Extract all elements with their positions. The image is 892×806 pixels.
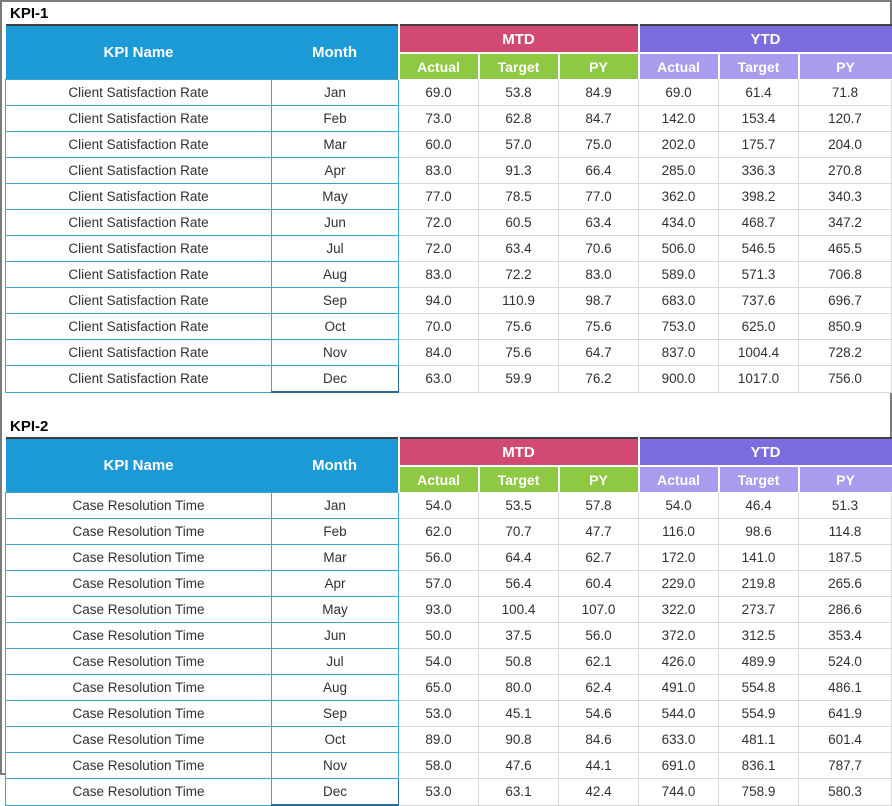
kpi-name-cell[interactable]: Case Resolution Time (6, 623, 272, 649)
ytd-target-cell[interactable]: 481.1 (719, 727, 799, 753)
ytd-target-cell[interactable]: 46.4 (719, 493, 799, 519)
ytd-py-cell[interactable]: 787.7 (799, 753, 892, 779)
mtd-target-cell[interactable]: 50.8 (479, 649, 559, 675)
ytd-py-header[interactable]: PY (799, 466, 892, 493)
table-row (6, 236, 892, 262)
sheet-area (2, 4, 890, 806)
month-cell[interactable]: Apr (272, 158, 399, 184)
mtd-target-cell[interactable]: 90.8 (479, 727, 559, 753)
ytd-py-cell[interactable]: 51.3 (799, 493, 892, 519)
ytd-target-cell[interactable]: 141.0 (719, 545, 799, 571)
mtd-actual-cell[interactable]: 60.0 (399, 132, 479, 158)
ytd-target-cell[interactable]: 336.3 (719, 158, 799, 184)
ytd-py-cell[interactable]: 696.7 (799, 288, 892, 314)
ytd-py-cell[interactable]: 347.2 (799, 210, 892, 236)
mtd-py-header[interactable]: PY (559, 466, 639, 493)
table-row (6, 184, 892, 210)
month-header[interactable]: Month (272, 438, 399, 493)
ytd-py-cell[interactable]: 340.3 (799, 184, 892, 210)
ytd-actual-cell[interactable]: 116.0 (639, 519, 719, 545)
month-cell[interactable]: Jan (272, 80, 399, 106)
ytd-py-cell[interactable]: 187.5 (799, 545, 892, 571)
table-row (6, 493, 892, 519)
month-cell[interactable]: Jun (272, 623, 399, 649)
ytd-actual-cell[interactable]: 54.0 (639, 493, 719, 519)
kpi-2-table (5, 437, 892, 806)
kpi-1-section (5, 4, 890, 393)
mtd-target-cell[interactable]: 63.4 (479, 236, 559, 262)
ytd-group-header[interactable]: YTD (639, 438, 892, 466)
mtd-target-cell[interactable]: 64.4 (479, 545, 559, 571)
ytd-py-cell[interactable]: 71.8 (799, 80, 892, 106)
kpi-name-cell[interactable]: Case Resolution Time (6, 545, 272, 571)
table-row (6, 340, 892, 366)
kpi-name-cell[interactable]: Case Resolution Time (6, 675, 272, 701)
mtd-actual-cell[interactable]: 53.0 (399, 701, 479, 727)
mtd-actual-cell[interactable]: 83.0 (399, 262, 479, 288)
mtd-py-cell[interactable]: 75.6 (559, 314, 639, 340)
ytd-target-cell[interactable]: 98.6 (719, 519, 799, 545)
mtd-actual-cell[interactable]: 84.0 (399, 340, 479, 366)
ytd-target-cell[interactable]: 836.1 (719, 753, 799, 779)
ytd-actual-cell[interactable]: 544.0 (639, 701, 719, 727)
table-row (6, 210, 892, 236)
mtd-actual-header[interactable]: Actual (399, 466, 479, 493)
ytd-target-cell[interactable]: 554.9 (719, 701, 799, 727)
mtd-actual-cell[interactable]: 56.0 (399, 545, 479, 571)
mtd-target-cell[interactable]: 100.4 (479, 597, 559, 623)
kpi-name-cell[interactable]: Case Resolution Time (6, 493, 272, 519)
table-row (6, 571, 892, 597)
mtd-actual-cell[interactable]: 94.0 (399, 288, 479, 314)
month-cell[interactable]: Nov (272, 340, 399, 366)
mtd-actual-cell[interactable]: 54.0 (399, 649, 479, 675)
mtd-py-cell[interactable]: 44.1 (559, 753, 639, 779)
mtd-py-cell[interactable]: 60.4 (559, 571, 639, 597)
mtd-actual-cell[interactable]: 62.0 (399, 519, 479, 545)
mtd-py-cell[interactable]: 84.9 (559, 80, 639, 106)
mtd-target-cell[interactable]: 70.7 (479, 519, 559, 545)
ytd-group-header[interactable]: YTD (639, 25, 892, 53)
ytd-actual-cell[interactable]: 322.0 (639, 597, 719, 623)
ytd-actual-cell[interactable]: 753.0 (639, 314, 719, 340)
table-row (6, 597, 892, 623)
month-cell[interactable]: Oct (272, 314, 399, 340)
month-cell[interactable]: Nov (272, 753, 399, 779)
table-row (6, 106, 892, 132)
ytd-actual-cell[interactable]: 837.0 (639, 340, 719, 366)
table-row (6, 623, 892, 649)
mtd-py-cell[interactable]: 62.4 (559, 675, 639, 701)
kpi-name-cell[interactable]: Client Satisfaction Rate (6, 236, 272, 262)
mtd-py-cell[interactable]: 63.4 (559, 210, 639, 236)
group-header-row (6, 438, 892, 466)
mtd-actual-cell[interactable]: 70.0 (399, 314, 479, 340)
mtd-py-cell[interactable]: 84.6 (559, 727, 639, 753)
mtd-target-cell[interactable]: 91.3 (479, 158, 559, 184)
ytd-actual-cell[interactable]: 362.0 (639, 184, 719, 210)
mtd-target-cell[interactable]: 75.6 (479, 314, 559, 340)
kpi-name-cell[interactable]: Client Satisfaction Rate (6, 340, 272, 366)
mtd-target-cell[interactable]: 37.5 (479, 623, 559, 649)
ytd-actual-cell[interactable]: 633.0 (639, 727, 719, 753)
kpi-name-cell[interactable]: Client Satisfaction Rate (6, 158, 272, 184)
ytd-actual-cell[interactable]: 589.0 (639, 262, 719, 288)
month-cell[interactable]: Jan (272, 493, 399, 519)
mtd-target-cell[interactable]: 80.0 (479, 675, 559, 701)
ytd-actual-cell[interactable]: 426.0 (639, 649, 719, 675)
mtd-py-cell[interactable]: 66.4 (559, 158, 639, 184)
ytd-py-cell[interactable]: 706.8 (799, 262, 892, 288)
ytd-py-cell[interactable]: 601.4 (799, 727, 892, 753)
month-cell[interactable]: May (272, 597, 399, 623)
ytd-target-cell[interactable]: 153.4 (719, 106, 799, 132)
month-cell[interactable]: Jun (272, 210, 399, 236)
mtd-py-cell[interactable]: 84.7 (559, 106, 639, 132)
month-cell[interactable]: Jul (272, 236, 399, 262)
table-row (6, 314, 892, 340)
kpi-name-cell[interactable]: Client Satisfaction Rate (6, 106, 272, 132)
table-row (6, 262, 892, 288)
kpi-name-cell[interactable]: Case Resolution Time (6, 701, 272, 727)
ytd-py-cell[interactable]: 353.4 (799, 623, 892, 649)
mtd-py-cell[interactable]: 62.7 (559, 545, 639, 571)
month-cell[interactable]: Feb (272, 519, 399, 545)
ytd-actual-cell[interactable]: 691.0 (639, 753, 719, 779)
kpi-name-cell[interactable]: Case Resolution Time (6, 571, 272, 597)
group-header-row (6, 25, 892, 53)
table-row (6, 158, 892, 184)
mtd-py-cell[interactable]: 75.0 (559, 132, 639, 158)
ytd-target-cell[interactable]: 468.7 (719, 210, 799, 236)
month-cell[interactable]: Jul (272, 649, 399, 675)
month-cell[interactable]: Sep (272, 288, 399, 314)
ytd-actual-cell[interactable]: 142.0 (639, 106, 719, 132)
month-cell[interactable]: Mar (272, 545, 399, 571)
mtd-group-header[interactable]: MTD (399, 438, 639, 466)
mtd-actual-cell[interactable]: 50.0 (399, 623, 479, 649)
table-row (6, 545, 892, 571)
ytd-py-cell[interactable]: 286.6 (799, 597, 892, 623)
kpi-name-cell[interactable]: Client Satisfaction Rate (6, 132, 272, 158)
mtd-py-cell[interactable]: 64.7 (559, 340, 639, 366)
ytd-py-cell[interactable]: 486.1 (799, 675, 892, 701)
mtd-target-cell[interactable]: 59.9 (479, 366, 559, 393)
kpi-name-cell[interactable]: Case Resolution Time (6, 779, 272, 806)
mtd-actual-cell[interactable]: 73.0 (399, 106, 479, 132)
ytd-py-cell[interactable]: 524.0 (799, 649, 892, 675)
ytd-target-cell[interactable]: 273.7 (719, 597, 799, 623)
ytd-target-cell[interactable]: 489.9 (719, 649, 799, 675)
kpi-name-cell[interactable]: Client Satisfaction Rate (6, 262, 272, 288)
ytd-actual-cell[interactable]: 900.0 (639, 366, 719, 393)
kpi-2-section (5, 417, 890, 806)
table-row (6, 727, 892, 753)
ytd-target-header[interactable]: Target (719, 466, 799, 493)
table-row (6, 80, 892, 106)
mtd-py-header[interactable]: PY (559, 53, 639, 80)
kpi-name-cell[interactable]: Client Satisfaction Rate (6, 210, 272, 236)
ytd-py-header[interactable]: PY (799, 53, 892, 80)
kpi-name-cell[interactable]: Case Resolution Time (6, 727, 272, 753)
mtd-target-cell[interactable]: 78.5 (479, 184, 559, 210)
mtd-py-cell[interactable]: 98.7 (559, 288, 639, 314)
ytd-actual-cell[interactable]: 491.0 (639, 675, 719, 701)
ytd-py-cell[interactable]: 465.5 (799, 236, 892, 262)
mtd-py-cell[interactable]: 62.1 (559, 649, 639, 675)
mtd-target-header[interactable]: Target (479, 53, 559, 80)
mtd-actual-cell[interactable]: 63.0 (399, 366, 479, 393)
ytd-actual-cell[interactable]: 229.0 (639, 571, 719, 597)
ytd-target-cell[interactable]: 1004.4 (719, 340, 799, 366)
mtd-actual-cell[interactable]: 93.0 (399, 597, 479, 623)
mtd-actual-cell[interactable]: 72.0 (399, 210, 479, 236)
mtd-target-cell[interactable]: 60.5 (479, 210, 559, 236)
ytd-target-cell[interactable]: 571.3 (719, 262, 799, 288)
month-cell[interactable]: Aug (272, 675, 399, 701)
mtd-target-cell[interactable]: 47.6 (479, 753, 559, 779)
table-row (6, 519, 892, 545)
mtd-group-header[interactable]: MTD (399, 25, 639, 53)
ytd-target-cell[interactable]: 625.0 (719, 314, 799, 340)
mtd-py-cell[interactable]: 70.6 (559, 236, 639, 262)
kpi-name-cell[interactable]: Case Resolution Time (6, 649, 272, 675)
ytd-target-cell[interactable]: 219.8 (719, 571, 799, 597)
mtd-actual-cell[interactable]: 83.0 (399, 158, 479, 184)
mtd-py-cell[interactable]: 77.0 (559, 184, 639, 210)
kpi-name-header[interactable]: KPI Name (6, 25, 272, 80)
ytd-target-header[interactable]: Target (719, 53, 799, 80)
kpi-name-cell[interactable]: Case Resolution Time (6, 519, 272, 545)
table-row (6, 132, 892, 158)
kpi-1-label: KPI-1 (10, 5, 49, 22)
mtd-target-cell[interactable]: 110.9 (479, 288, 559, 314)
mtd-actual-cell[interactable]: 54.0 (399, 493, 479, 519)
month-cell[interactable]: Sep (272, 701, 399, 727)
ytd-actual-cell[interactable]: 434.0 (639, 210, 719, 236)
mtd-py-cell[interactable]: 47.7 (559, 519, 639, 545)
ytd-py-cell[interactable]: 580.3 (799, 779, 892, 806)
kpi-name-cell[interactable]: Case Resolution Time (6, 753, 272, 779)
mtd-target-header[interactable]: Target (479, 466, 559, 493)
ytd-actual-cell[interactable]: 202.0 (639, 132, 719, 158)
ytd-target-cell[interactable]: 554.8 (719, 675, 799, 701)
table-row (6, 649, 892, 675)
ytd-target-cell[interactable]: 1017.0 (719, 366, 799, 393)
mtd-target-cell[interactable]: 45.1 (479, 701, 559, 727)
kpi-1-table (5, 24, 892, 393)
ytd-target-cell[interactable]: 546.5 (719, 236, 799, 262)
ytd-actual-header[interactable]: Actual (639, 53, 719, 80)
ytd-py-cell[interactable]: 270.8 (799, 158, 892, 184)
month-header[interactable]: Month (272, 25, 399, 80)
mtd-py-cell[interactable]: 83.0 (559, 262, 639, 288)
month-cell[interactable]: Mar (272, 132, 399, 158)
table-row (6, 779, 892, 806)
ytd-actual-header[interactable]: Actual (639, 466, 719, 493)
kpi-name-cell[interactable]: Client Satisfaction Rate (6, 288, 272, 314)
mtd-target-cell[interactable]: 63.1 (479, 779, 559, 806)
mtd-actual-cell[interactable]: 72.0 (399, 236, 479, 262)
month-cell[interactable]: Feb (272, 106, 399, 132)
mtd-py-cell[interactable]: 57.8 (559, 493, 639, 519)
ytd-target-cell[interactable]: 398.2 (719, 184, 799, 210)
ytd-target-cell[interactable]: 312.5 (719, 623, 799, 649)
kpi-name-cell[interactable]: Client Satisfaction Rate (6, 366, 272, 393)
ytd-py-cell[interactable]: 120.7 (799, 106, 892, 132)
mtd-actual-cell[interactable]: 65.0 (399, 675, 479, 701)
ytd-actual-cell[interactable]: 372.0 (639, 623, 719, 649)
mtd-actual-cell[interactable]: 58.0 (399, 753, 479, 779)
table-row (6, 366, 892, 393)
mtd-actual-header[interactable]: Actual (399, 53, 479, 80)
table-row (6, 701, 892, 727)
mtd-actual-cell[interactable]: 69.0 (399, 80, 479, 106)
ytd-py-cell[interactable]: 265.6 (799, 571, 892, 597)
ytd-actual-cell[interactable]: 285.0 (639, 158, 719, 184)
ytd-py-cell[interactable]: 114.8 (799, 519, 892, 545)
kpi-2-label: KPI-2 (10, 418, 49, 435)
table-row (6, 288, 892, 314)
mtd-actual-cell[interactable]: 77.0 (399, 184, 479, 210)
mtd-py-cell[interactable]: 42.4 (559, 779, 639, 806)
mtd-actual-cell[interactable]: 57.0 (399, 571, 479, 597)
ytd-py-cell[interactable]: 756.0 (799, 366, 892, 393)
kpi-name-cell[interactable]: Client Satisfaction Rate (6, 314, 272, 340)
month-cell[interactable]: Dec (272, 779, 399, 806)
mtd-target-cell[interactable]: 53.8 (479, 80, 559, 106)
ytd-py-cell[interactable]: 641.9 (799, 701, 892, 727)
ytd-py-cell[interactable]: 728.2 (799, 340, 892, 366)
ytd-actual-cell[interactable]: 506.0 (639, 236, 719, 262)
ytd-py-cell[interactable]: 204.0 (799, 132, 892, 158)
mtd-target-cell[interactable]: 72.2 (479, 262, 559, 288)
kpi-name-cell[interactable]: Client Satisfaction Rate (6, 184, 272, 210)
ytd-target-cell[interactable]: 737.6 (719, 288, 799, 314)
mtd-py-cell[interactable]: 54.6 (559, 701, 639, 727)
ytd-target-cell[interactable]: 758.9 (719, 779, 799, 806)
month-cell[interactable]: Aug (272, 262, 399, 288)
mtd-py-cell[interactable]: 107.0 (559, 597, 639, 623)
mtd-actual-cell[interactable]: 53.0 (399, 779, 479, 806)
ytd-target-cell[interactable]: 175.7 (719, 132, 799, 158)
ytd-actual-cell[interactable]: 683.0 (639, 288, 719, 314)
kpi-name-cell[interactable]: Case Resolution Time (6, 597, 272, 623)
mtd-target-cell[interactable]: 75.6 (479, 340, 559, 366)
mtd-target-cell[interactable]: 56.4 (479, 571, 559, 597)
mtd-target-cell[interactable]: 62.8 (479, 106, 559, 132)
month-cell[interactable]: Apr (272, 571, 399, 597)
mtd-py-cell[interactable]: 56.0 (559, 623, 639, 649)
month-cell[interactable]: Oct (272, 727, 399, 753)
mtd-actual-cell[interactable]: 89.0 (399, 727, 479, 753)
ytd-actual-cell[interactable]: 744.0 (639, 779, 719, 806)
ytd-actual-cell[interactable]: 69.0 (639, 80, 719, 106)
ytd-py-cell[interactable]: 850.9 (799, 314, 892, 340)
ytd-target-cell[interactable]: 61.4 (719, 80, 799, 106)
kpi-name-cell[interactable]: Client Satisfaction Rate (6, 80, 272, 106)
table-row (6, 675, 892, 701)
mtd-py-cell[interactable]: 76.2 (559, 366, 639, 393)
kpi-name-header[interactable]: KPI Name (6, 438, 272, 493)
ytd-actual-cell[interactable]: 172.0 (639, 545, 719, 571)
mtd-target-cell[interactable]: 53.5 (479, 493, 559, 519)
month-cell[interactable]: Dec (272, 366, 399, 393)
month-cell[interactable]: May (272, 184, 399, 210)
mtd-target-cell[interactable]: 57.0 (479, 132, 559, 158)
